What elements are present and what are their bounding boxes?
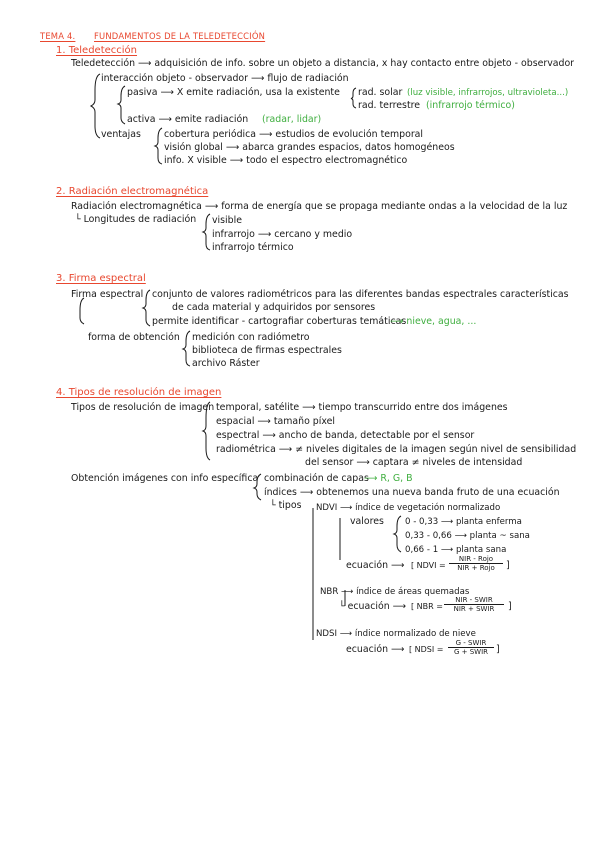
s1-pasiva: pasiva ⟶ X emite radiación, usa la existente (127, 87, 340, 98)
ndvi-denominator: NIR + Rojo (457, 564, 495, 572)
section-4-heading: 4. Tipos de resolución de imagen (56, 387, 222, 398)
s3-permite-note: ⟶ nieve, agua, ... (390, 316, 477, 327)
nbr-numerator: NIR - SWIR (444, 596, 504, 605)
s4-nbr-ecuacion-label: └ ecuación ⟶ (339, 601, 407, 612)
s4-ndvi-ecuacion-label: ecuación ⟶ (346, 560, 405, 571)
s1-ventaja-3: info. X visible ⟶ todo el espectro electromagnético (164, 155, 408, 166)
s3-firma-label: Firma espectral (71, 289, 144, 300)
section-2-heading: 2. Radiación electromagnética (56, 186, 209, 197)
s4-tipos-label: Tipos de resolución de imagen (71, 402, 215, 413)
section-3-heading: 3. Firma espectral (56, 273, 146, 284)
s4-nbr-formula-right: ] (508, 601, 512, 612)
s4-ndsi: NDSI ⟶ índice normalizado de nieve (316, 629, 476, 639)
s1-ventaja-2: visión global ⟶ abarca grandes espacios, datos homogéneos (164, 142, 455, 153)
s4-valor-2: 0,33 - 0,66 ⟶ planta ~ sana (405, 531, 530, 541)
s3-biblioteca: biblioteca de firmas espectrales (192, 345, 342, 356)
nbr-denominator: NIR + SWIR (453, 605, 495, 613)
s3-conjunto: conjunto de valores radiométricos para las diferentes bandas espectrales características (152, 289, 569, 300)
s3-medicion: medición con radiómetro (192, 332, 310, 343)
s1-ventajas-label: ventajas (101, 129, 141, 140)
s1-interaccion: interacción objeto - observador ⟶ flujo de radiación (101, 73, 349, 84)
s4-ndsi-formula-left: [ NDSI = (409, 645, 444, 654)
s4-ndvi: NDVI ⟶ índice de vegetación normalizado (316, 503, 501, 513)
s1-definition: Teledetección ⟶ adquisición de info. sobre un objeto a distancia, x hay contacto entre objeto - observador (71, 58, 575, 69)
s3-material: de cada material y adquiridos por sensores (172, 302, 376, 313)
s4-ndvi-formula-right: ] (506, 560, 510, 571)
s2-longitudes: └ Longitudes de radiación (75, 214, 197, 225)
tema-label: TEMA 4. (40, 31, 76, 41)
s1-activa-note: (radar, lidar) (262, 114, 322, 125)
s4-valor-3: 0,66 - 1 ⟶ planta sana (405, 545, 507, 555)
s3-raster: archivo Ráster (192, 358, 260, 369)
s4-valor-1: 0 - 0,33 ⟶ planta enferma (405, 517, 522, 527)
s4-ndvi-formula-left: [ NDVI = (411, 561, 446, 570)
s4-radiometrica-2: del sensor ⟶ captara ≠ niveles de intensidad (305, 457, 523, 468)
s4-indices: índices ⟶ obtenemos una nueva banda fruto de una ecuación (264, 487, 560, 498)
s1-activa: activa ⟶ emite radiación (127, 114, 249, 125)
ndsi-denominator: G + SWIR (453, 648, 489, 656)
s4-ndsi-formula-right: ] (496, 644, 500, 655)
s4-combinacion-note: ⟶ R, G, B (364, 473, 413, 484)
s4-obtencion-label: Obtención imágenes con info específica (71, 473, 259, 484)
s4-radiometrica: radiométrica ⟶ ≠ niveles digitales de la imagen según nivel de sensibilidad (216, 444, 577, 455)
s4-ndsi-fraction (448, 639, 494, 656)
s1-rad-terrestre-note: (infrarrojo térmico) (426, 100, 515, 111)
s4-combinacion: combinación de capas (264, 473, 369, 484)
s4-espectral: espectral ⟶ ancho de banda, detectable por el sensor (216, 430, 475, 441)
s3-forma-label: forma de obtención (88, 332, 180, 343)
section-1-heading: 1. Teledetección (56, 45, 138, 56)
s4-ndsi-ecuacion-label: ecuación ⟶ (346, 644, 405, 655)
s4-espacial: espacial ⟶ tamaño píxel (216, 416, 335, 427)
s4-nbr-formula-left: [ NBR = (411, 602, 443, 611)
s1-rad-solar: rad. solar (358, 87, 403, 98)
s4-ndvi-fraction (449, 555, 503, 572)
s4-temporal: temporal, satélite ⟶ tiempo transcurrido entre dos imágenes (216, 402, 508, 413)
s2-visible: visible (212, 215, 242, 226)
s1-rad-solar-note: (luz visible, infrarrojos, ultravioleta...) (407, 88, 569, 98)
s4-nbr: NBR ⟶ índice de áreas quemadas (320, 587, 470, 597)
s4-nbr-fraction (444, 596, 504, 613)
s2-infrarrojo-termico: infrarrojo térmico (212, 242, 294, 253)
s2-definition: Radiación electromagnética ⟶ forma de energía que se propaga mediante ondas a la velocidad de la luz (71, 201, 568, 212)
s3-permite: permite identificar - cartografiar coberturas temáticas (152, 316, 407, 327)
s4-valores-label: valores (350, 516, 384, 527)
s1-ventaja-1: cobertura periódica ⟶ estudios de evolución temporal (164, 129, 424, 140)
ndsi-numerator: G - SWIR (448, 639, 494, 648)
s4-tipos: └ tipos (270, 500, 302, 511)
page-title: FUNDAMENTOS DE LA TELEDETECCIÓN (94, 31, 266, 41)
s2-infrarrojo: infrarrojo ⟶ cercano y medio (212, 229, 353, 240)
s1-rad-terrestre: rad. terrestre (358, 100, 421, 111)
ndvi-numerator: NIR - Rojo (449, 555, 503, 564)
